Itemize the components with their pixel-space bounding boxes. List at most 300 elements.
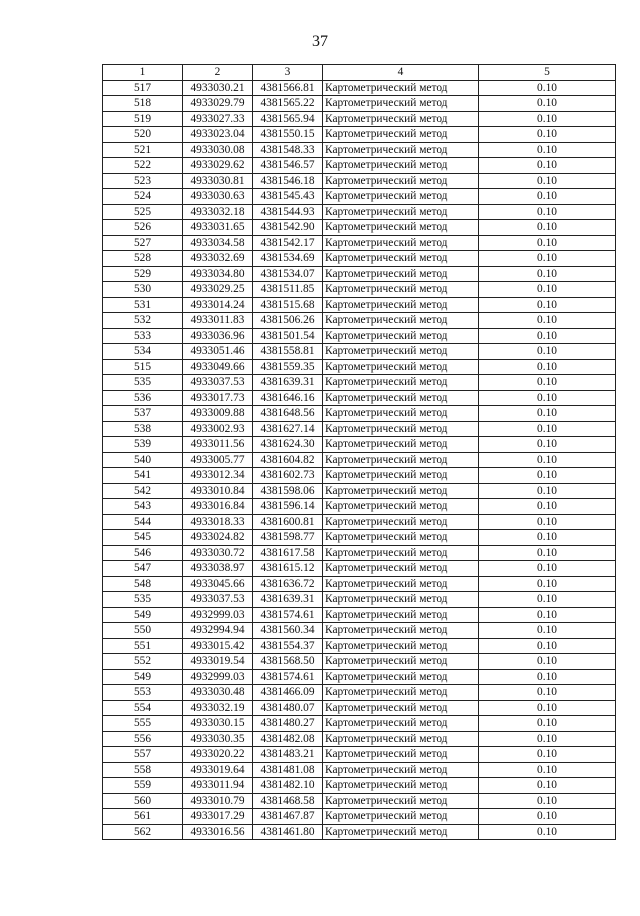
y-coordinate-cell: 4381566.81 (253, 80, 323, 96)
y-coordinate-cell: 4381596.14 (253, 499, 323, 515)
table-row (103, 251, 616, 267)
x-coordinate-cell: 4933045.66 (183, 576, 253, 592)
accuracy-cell: 0.10 (479, 297, 616, 313)
accuracy-cell: 0.10 (479, 514, 616, 530)
point-number-cell: 533 (103, 328, 183, 344)
x-coordinate-cell: 4933051.46 (183, 344, 253, 360)
accuracy-cell: 0.10 (479, 607, 616, 623)
point-number-cell: 534 (103, 344, 183, 360)
method-cell: Картометрический метод (323, 173, 479, 189)
table-row (103, 235, 616, 251)
y-coordinate-cell: 4381534.07 (253, 266, 323, 282)
x-coordinate-cell: 4933029.25 (183, 282, 253, 298)
accuracy-cell: 0.10 (479, 716, 616, 732)
accuracy-cell: 0.10 (479, 189, 616, 205)
accuracy-cell: 0.10 (479, 282, 616, 298)
accuracy-cell: 0.10 (479, 173, 616, 189)
table-row (103, 607, 616, 623)
y-coordinate-cell: 4381542.90 (253, 220, 323, 236)
point-number-cell: 526 (103, 220, 183, 236)
point-number-cell: 546 (103, 545, 183, 561)
accuracy-cell: 0.10 (479, 204, 616, 220)
table-row (103, 173, 616, 189)
table-row (103, 809, 616, 825)
point-number-cell: 556 (103, 731, 183, 747)
y-coordinate-cell: 4381480.07 (253, 700, 323, 716)
y-coordinate-cell: 4381574.61 (253, 669, 323, 685)
y-coordinate-cell: 4381624.30 (253, 437, 323, 453)
y-coordinate-cell: 4381565.22 (253, 96, 323, 112)
x-coordinate-cell: 4933049.66 (183, 359, 253, 375)
table-row (103, 142, 616, 158)
header-col-4: 4 (323, 65, 479, 81)
x-coordinate-cell: 4933009.88 (183, 406, 253, 422)
y-coordinate-cell: 4381600.81 (253, 514, 323, 530)
method-cell: Картометрический метод (323, 344, 479, 360)
method-cell: Картометрический метод (323, 452, 479, 468)
y-coordinate-cell: 4381615.12 (253, 561, 323, 577)
y-coordinate-cell: 4381598.77 (253, 530, 323, 546)
point-number-cell: 545 (103, 530, 183, 546)
x-coordinate-cell: 4933014.24 (183, 297, 253, 313)
x-coordinate-cell: 4933037.53 (183, 592, 253, 608)
accuracy-cell: 0.10 (479, 592, 616, 608)
point-number-cell: 519 (103, 111, 183, 127)
method-cell: Картометрический метод (323, 654, 479, 670)
header-col-5: 5 (479, 65, 616, 81)
method-cell: Картометрический метод (323, 607, 479, 623)
x-coordinate-cell: 4933030.72 (183, 545, 253, 561)
accuracy-cell: 0.10 (479, 142, 616, 158)
method-cell: Картометрический метод (323, 142, 479, 158)
accuracy-cell: 0.10 (479, 654, 616, 670)
coordinates-table (102, 64, 616, 840)
point-number-cell: 557 (103, 747, 183, 763)
point-number-cell: 549 (103, 607, 183, 623)
table-row (103, 406, 616, 422)
accuracy-cell: 0.10 (479, 328, 616, 344)
x-coordinate-cell: 4933005.77 (183, 452, 253, 468)
x-coordinate-cell: 4933010.79 (183, 793, 253, 809)
method-cell: Картометрический метод (323, 189, 479, 205)
point-number-cell: 525 (103, 204, 183, 220)
table-row (103, 561, 616, 577)
table-body (103, 80, 616, 840)
point-number-cell: 520 (103, 127, 183, 143)
table-row (103, 266, 616, 282)
y-coordinate-cell: 4381602.73 (253, 468, 323, 484)
point-number-cell: 548 (103, 576, 183, 592)
table-row (103, 297, 616, 313)
y-coordinate-cell: 4381550.15 (253, 127, 323, 143)
point-number-cell: 531 (103, 297, 183, 313)
x-coordinate-cell: 4933002.93 (183, 421, 253, 437)
accuracy-cell: 0.10 (479, 669, 616, 685)
table-row (103, 824, 616, 840)
accuracy-cell: 0.10 (479, 499, 616, 515)
accuracy-cell: 0.10 (479, 824, 616, 840)
table-row (103, 328, 616, 344)
point-number-cell: 558 (103, 762, 183, 778)
method-cell: Картометрический метод (323, 793, 479, 809)
method-cell: Картометрический метод (323, 747, 479, 763)
table-row (103, 716, 616, 732)
x-coordinate-cell: 4933034.80 (183, 266, 253, 282)
accuracy-cell: 0.10 (479, 96, 616, 112)
point-number-cell: 535 (103, 375, 183, 391)
y-coordinate-cell: 4381545.43 (253, 189, 323, 205)
point-number-cell: 544 (103, 514, 183, 530)
x-coordinate-cell: 4933017.73 (183, 390, 253, 406)
method-cell: Картометрический метод (323, 297, 479, 313)
point-number-cell: 552 (103, 654, 183, 670)
page-number: 37 (312, 33, 328, 50)
y-coordinate-cell: 4381482.08 (253, 731, 323, 747)
accuracy-cell: 0.10 (479, 452, 616, 468)
point-number-cell: 550 (103, 623, 183, 639)
x-coordinate-cell: 4933016.56 (183, 824, 253, 840)
table-row (103, 344, 616, 360)
method-cell: Картометрический метод (323, 824, 479, 840)
method-cell: Картометрический метод (323, 731, 479, 747)
table-row (103, 576, 616, 592)
accuracy-cell: 0.10 (479, 561, 616, 577)
method-cell: Картометрический метод (323, 483, 479, 499)
header-col-3: 3 (253, 65, 323, 81)
accuracy-cell: 0.10 (479, 638, 616, 654)
table-row (103, 483, 616, 499)
table-row (103, 638, 616, 654)
method-cell: Картометрический метод (323, 778, 479, 794)
y-coordinate-cell: 4381480.27 (253, 716, 323, 732)
y-coordinate-cell: 4381558.81 (253, 344, 323, 360)
x-coordinate-cell: 4933030.63 (183, 189, 253, 205)
y-coordinate-cell: 4381636.72 (253, 576, 323, 592)
y-coordinate-cell: 4381617.58 (253, 545, 323, 561)
accuracy-cell: 0.10 (479, 421, 616, 437)
x-coordinate-cell: 4933030.21 (183, 80, 253, 96)
x-coordinate-cell: 4933037.53 (183, 375, 253, 391)
header-col-1: 1 (103, 65, 183, 81)
accuracy-cell: 0.10 (479, 468, 616, 484)
method-cell: Картометрический метод (323, 545, 479, 561)
x-coordinate-cell: 4933020.22 (183, 747, 253, 763)
x-coordinate-cell: 4933011.83 (183, 313, 253, 329)
x-coordinate-cell: 4933036.96 (183, 328, 253, 344)
accuracy-cell: 0.10 (479, 731, 616, 747)
table-row (103, 437, 616, 453)
method-cell: Картометрический метод (323, 375, 479, 391)
accuracy-cell: 0.10 (479, 235, 616, 251)
x-coordinate-cell: 4933032.19 (183, 700, 253, 716)
x-coordinate-cell: 4933034.58 (183, 235, 253, 251)
table-row (103, 499, 616, 515)
x-coordinate-cell: 4933032.69 (183, 251, 253, 267)
accuracy-cell: 0.10 (479, 80, 616, 96)
method-cell: Картометрический метод (323, 359, 479, 375)
x-coordinate-cell: 4933029.62 (183, 158, 253, 174)
accuracy-cell: 0.10 (479, 747, 616, 763)
method-cell: Картометрический метод (323, 437, 479, 453)
x-coordinate-cell: 4932994.94 (183, 623, 253, 639)
accuracy-cell: 0.10 (479, 545, 616, 561)
point-number-cell: 543 (103, 499, 183, 515)
table-row (103, 747, 616, 763)
point-number-cell: 537 (103, 406, 183, 422)
method-cell: Картометрический метод (323, 282, 479, 298)
table-row (103, 700, 616, 716)
method-cell: Картометрический метод (323, 809, 479, 825)
point-number-cell: 547 (103, 561, 183, 577)
table-row (103, 96, 616, 112)
accuracy-cell: 0.10 (479, 809, 616, 825)
method-cell: Картометрический метод (323, 561, 479, 577)
x-coordinate-cell: 4933030.15 (183, 716, 253, 732)
accuracy-cell: 0.10 (479, 220, 616, 236)
point-number-cell: 521 (103, 142, 183, 158)
method-cell: Картометрический метод (323, 638, 479, 654)
point-number-cell: 559 (103, 778, 183, 794)
point-number-cell: 529 (103, 266, 183, 282)
y-coordinate-cell: 4381481.08 (253, 762, 323, 778)
method-cell: Картометрический метод (323, 158, 479, 174)
y-coordinate-cell: 4381542.17 (253, 235, 323, 251)
point-number-cell: 535 (103, 592, 183, 608)
method-cell: Картометрический метод (323, 468, 479, 484)
y-coordinate-cell: 4381604.82 (253, 452, 323, 468)
accuracy-cell: 0.10 (479, 344, 616, 360)
y-coordinate-cell: 4381554.37 (253, 638, 323, 654)
method-cell: Картометрический метод (323, 80, 479, 96)
table-row (103, 282, 616, 298)
y-coordinate-cell: 4381461.80 (253, 824, 323, 840)
accuracy-cell: 0.10 (479, 127, 616, 143)
y-coordinate-cell: 4381467.87 (253, 809, 323, 825)
x-coordinate-cell: 4933016.84 (183, 499, 253, 515)
point-number-cell: 561 (103, 809, 183, 825)
table-row (103, 452, 616, 468)
x-coordinate-cell: 4933027.33 (183, 111, 253, 127)
y-coordinate-cell: 4381483.21 (253, 747, 323, 763)
x-coordinate-cell: 4933038.97 (183, 561, 253, 577)
accuracy-cell: 0.10 (479, 375, 616, 391)
y-coordinate-cell: 4381466.09 (253, 685, 323, 701)
accuracy-cell: 0.10 (479, 483, 616, 499)
table-row (103, 530, 616, 546)
table-row (103, 80, 616, 96)
method-cell: Картометрический метод (323, 111, 479, 127)
point-number-cell: 517 (103, 80, 183, 96)
table-row (103, 359, 616, 375)
x-coordinate-cell: 4933015.42 (183, 638, 253, 654)
point-number-cell: 549 (103, 669, 183, 685)
accuracy-cell: 0.10 (479, 158, 616, 174)
method-cell: Картометрический метод (323, 96, 479, 112)
x-coordinate-cell: 4933031.65 (183, 220, 253, 236)
method-cell: Картометрический метод (323, 313, 479, 329)
y-coordinate-cell: 4381568.50 (253, 654, 323, 670)
table-row (103, 669, 616, 685)
accuracy-cell: 0.10 (479, 406, 616, 422)
method-cell: Картометрический метод (323, 716, 479, 732)
y-coordinate-cell: 4381501.54 (253, 328, 323, 344)
table-row (103, 220, 616, 236)
accuracy-cell: 0.10 (479, 359, 616, 375)
y-coordinate-cell: 4381646.16 (253, 390, 323, 406)
y-coordinate-cell: 4381546.18 (253, 173, 323, 189)
y-coordinate-cell: 4381515.68 (253, 297, 323, 313)
accuracy-cell: 0.10 (479, 111, 616, 127)
y-coordinate-cell: 4381565.94 (253, 111, 323, 127)
y-coordinate-cell: 4381574.61 (253, 607, 323, 623)
x-coordinate-cell: 4932999.03 (183, 669, 253, 685)
y-coordinate-cell: 4381506.26 (253, 313, 323, 329)
accuracy-cell: 0.10 (479, 313, 616, 329)
method-cell: Картометрический метод (323, 623, 479, 639)
x-coordinate-cell: 4933011.56 (183, 437, 253, 453)
point-number-cell: 551 (103, 638, 183, 654)
accuracy-cell: 0.10 (479, 793, 616, 809)
point-number-cell: 530 (103, 282, 183, 298)
method-cell: Картометрический метод (323, 685, 479, 701)
method-cell: Картометрический метод (323, 328, 479, 344)
accuracy-cell: 0.10 (479, 685, 616, 701)
method-cell: Картометрический метод (323, 700, 479, 716)
x-coordinate-cell: 4933010.84 (183, 483, 253, 499)
point-number-cell: 522 (103, 158, 183, 174)
method-cell: Картометрический метод (323, 499, 479, 515)
method-cell: Картометрический метод (323, 406, 479, 422)
table-row (103, 731, 616, 747)
x-coordinate-cell: 4933023.04 (183, 127, 253, 143)
point-number-cell: 532 (103, 313, 183, 329)
x-coordinate-cell: 4933024.82 (183, 530, 253, 546)
accuracy-cell: 0.10 (479, 251, 616, 267)
point-number-cell: 555 (103, 716, 183, 732)
y-coordinate-cell: 4381548.33 (253, 142, 323, 158)
y-coordinate-cell: 4381560.34 (253, 623, 323, 639)
method-cell: Картометрический метод (323, 421, 479, 437)
point-number-cell: 560 (103, 793, 183, 809)
y-coordinate-cell: 4381511.85 (253, 282, 323, 298)
table-row (103, 375, 616, 391)
method-cell: Картометрический метод (323, 266, 479, 282)
point-number-cell: 538 (103, 421, 183, 437)
point-number-cell: 523 (103, 173, 183, 189)
point-number-cell: 541 (103, 468, 183, 484)
method-cell: Картометрический метод (323, 576, 479, 592)
table-row (103, 189, 616, 205)
table-row (103, 127, 616, 143)
accuracy-cell: 0.10 (479, 390, 616, 406)
table-row (103, 762, 616, 778)
method-cell: Картометрический метод (323, 204, 479, 220)
table-row (103, 592, 616, 608)
y-coordinate-cell: 4381534.69 (253, 251, 323, 267)
accuracy-cell: 0.10 (479, 623, 616, 639)
table-row (103, 685, 616, 701)
y-coordinate-cell: 4381546.57 (253, 158, 323, 174)
point-number-cell: 515 (103, 359, 183, 375)
x-coordinate-cell: 4933017.29 (183, 809, 253, 825)
y-coordinate-cell: 4381559.35 (253, 359, 323, 375)
point-number-cell: 553 (103, 685, 183, 701)
y-coordinate-cell: 4381468.58 (253, 793, 323, 809)
y-coordinate-cell: 4381544.93 (253, 204, 323, 220)
x-coordinate-cell: 4933032.18 (183, 204, 253, 220)
y-coordinate-cell: 4381639.31 (253, 592, 323, 608)
table-row (103, 204, 616, 220)
table-row (103, 654, 616, 670)
y-coordinate-cell: 4381639.31 (253, 375, 323, 391)
x-coordinate-cell: 4933030.48 (183, 685, 253, 701)
table-row (103, 313, 616, 329)
y-coordinate-cell: 4381627.14 (253, 421, 323, 437)
accuracy-cell: 0.10 (479, 266, 616, 282)
accuracy-cell: 0.10 (479, 576, 616, 592)
x-coordinate-cell: 4932999.03 (183, 607, 253, 623)
y-coordinate-cell: 4381598.06 (253, 483, 323, 499)
x-coordinate-cell: 4933018.33 (183, 514, 253, 530)
method-cell: Картометрический метод (323, 530, 479, 546)
table-row (103, 793, 616, 809)
table-row (103, 390, 616, 406)
point-number-cell: 540 (103, 452, 183, 468)
header-col-2: 2 (183, 65, 253, 81)
x-coordinate-cell: 4933019.64 (183, 762, 253, 778)
table-row (103, 623, 616, 639)
x-coordinate-cell: 4933019.54 (183, 654, 253, 670)
method-cell: Картометрический метод (323, 390, 479, 406)
point-number-cell: 542 (103, 483, 183, 499)
table-row (103, 778, 616, 794)
x-coordinate-cell: 4933029.79 (183, 96, 253, 112)
table-row (103, 111, 616, 127)
point-number-cell: 527 (103, 235, 183, 251)
point-number-cell: 518 (103, 96, 183, 112)
method-cell: Картометрический метод (323, 127, 479, 143)
point-number-cell: 554 (103, 700, 183, 716)
accuracy-cell: 0.10 (479, 762, 616, 778)
table-row (103, 545, 616, 561)
point-number-cell: 524 (103, 189, 183, 205)
method-cell: Картометрический метод (323, 592, 479, 608)
method-cell: Картометрический метод (323, 669, 479, 685)
x-coordinate-cell: 4933030.81 (183, 173, 253, 189)
accuracy-cell: 0.10 (479, 778, 616, 794)
x-coordinate-cell: 4933030.35 (183, 731, 253, 747)
table-row (103, 514, 616, 530)
point-number-cell: 539 (103, 437, 183, 453)
x-coordinate-cell: 4933011.94 (183, 778, 253, 794)
method-cell: Картометрический метод (323, 235, 479, 251)
x-coordinate-cell: 4933030.08 (183, 142, 253, 158)
method-cell: Картометрический метод (323, 251, 479, 267)
table-row (103, 158, 616, 174)
y-coordinate-cell: 4381648.56 (253, 406, 323, 422)
table-header-row (103, 65, 616, 81)
table-row (103, 421, 616, 437)
point-number-cell: 562 (103, 824, 183, 840)
accuracy-cell: 0.10 (479, 700, 616, 716)
accuracy-cell: 0.10 (479, 437, 616, 453)
y-coordinate-cell: 4381482.10 (253, 778, 323, 794)
method-cell: Картометрический метод (323, 514, 479, 530)
table-row (103, 468, 616, 484)
x-coordinate-cell: 4933012.34 (183, 468, 253, 484)
method-cell: Картометрический метод (323, 220, 479, 236)
point-number-cell: 536 (103, 390, 183, 406)
